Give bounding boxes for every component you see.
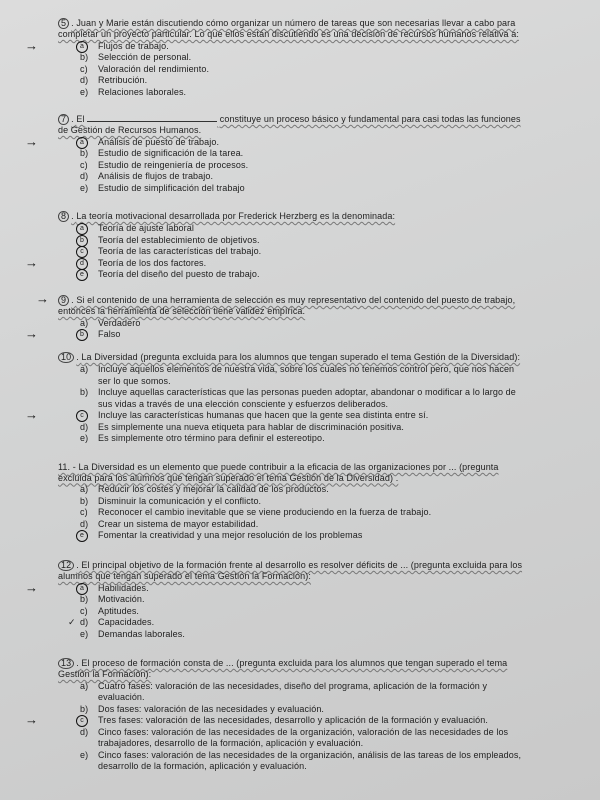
option-a: a Teoría de ajuste laboral [58,223,528,235]
option-b: b) Incluye aquellas características que las personas pueden adoptar, abandonar o modificar a lo largo de sus vidas a través de una elección consciente y esfuerzos deliberados. [80,387,516,409]
option-b: b) Dos fases: valoración de las necesidades y evaluación. [80,703,325,714]
arrow-mark-icon: → [25,407,39,422]
option-a: a) Cuatro fases: valoración de las necesidades, diseño del programa, aplicación de la formación y evaluación. [80,680,488,702]
arrow-mark-icon: → [25,712,39,727]
option-c: c) Aptitudes. [80,605,140,616]
question-stem: 10 . La Diversidad (pregunta excluida para los alumnos que tengan superado el tema Gestión de la Diversidad): [58,352,528,363]
option-e: e) Cinco fases: valoración de las necesidades de la organización, análisis de las tareas de los empleados, desarrollo de la formación, aplicación y evaluación. [80,749,522,771]
arrow-mark-icon: → [36,291,50,306]
circled-answer-icon: b [76,329,88,341]
option-e: e Fomentar la creatividad y una mejor resolución de los problemas [58,530,528,542]
option-e: e) Es simplemente otro término para definir el estereotipo. [80,433,325,443]
option-c: → c Tres fases: valoración de las necesidades, desarrollo y aplicación de la formación y evaluación. [25,712,488,727]
fill-blank [87,114,217,122]
circled-answer-icon: a [76,41,88,53]
option-e: e Teoría del diseño del puesto de trabajo. [58,269,528,281]
circled-letter-icon: b [76,235,88,247]
question-number: 9 [58,295,69,306]
option-a: a) Verdadero [80,317,141,328]
options-list [25,223,528,281]
option-b: b) Disminuir la comunicación y el conflicto. [80,495,262,506]
question-stem: 13 . El proceso de formación consta de ... (pregunta excluida para los alumnos que tengan superado el tema Gestión la Formación): [58,658,508,679]
question-11 [58,462,528,542]
question-number: 11 [58,462,68,472]
arrow-mark-icon: → [25,133,39,149]
options-list [25,680,528,773]
option-a: a) Incluye aquellos elementos de nuestra vida, sobre los cuales no tenemos control pero, que nos hacen ser lo que somos. [80,364,515,386]
question-8 [25,211,528,281]
option-c: c Teoría de las características del trabajo. [58,246,528,258]
option-a: → a Análisis de puesto de trabajo. [25,133,220,149]
question-stem: → 9 . Si el contenido de una herramienta de selección es muy representativo del contenido del puesto de trabajo, entonces la herramienta de selección tiene validez empírica. [36,291,516,316]
option-c: c) Valoración del rendimiento. [80,63,210,74]
option-a: → a Habilidades. [25,579,149,595]
option-d: d) Cinco fases: valoración de las necesidades de la organización, valoración de las necesidades de los trabajadores, desarrollo de la formación, aplicación y evaluación. [80,726,509,748]
arrow-mark-icon: → [25,326,39,341]
option-e: e) Relaciones laborales. [80,86,187,97]
option-e: e) Demandas laborales. [80,628,185,639]
option-d: → d Teoría de los dos factores. [25,254,207,270]
option-d: d) Es simplemente una nueva etiqueta para hablar de discriminación positiva. [80,421,404,432]
question-5 [25,18,528,98]
option-d: ✓ d) Capacidades. [68,617,155,627]
options-list [58,484,528,542]
question-7 [25,114,528,194]
circled-answer-icon: a [76,137,88,149]
option-b: b Teoría del establecimiento de objetivos. [58,235,528,247]
option-b: b) Selección de personal. [80,52,192,62]
option-b: b) Motivación. [80,594,145,604]
question-stem: 8 . La teoría motivacional desarrollada por Frederick Herzberg es la denominada: [58,211,528,222]
question-12 [25,560,528,640]
option-c: c) Estudio de reingeniería de procesos. [80,159,249,170]
circled-letter-icon: a [76,223,88,235]
check-mark-icon: ✓ [68,617,76,627]
circled-answer-icon: a [76,583,88,595]
question-number: 7 [58,114,69,125]
option-d: d) Crear un sistema de mayor estabilidad. [80,518,259,529]
options-list [25,579,528,641]
circled-answer-icon: c [76,410,88,422]
options-list [25,364,528,445]
circled-letter-icon: c [76,246,88,258]
arrow-mark-icon: → [25,37,39,53]
question-10 [25,352,528,445]
option-c: c) Reconocer el cambio inevitable que se viene produciendo en la fuerza de trabajo. [80,507,432,517]
question-number: 13 [58,658,74,669]
options-list [25,317,528,341]
arrow-mark-icon: → [25,579,39,595]
option-d: d) Análisis de flujos de trabajo. [80,171,214,181]
circled-answer-icon: e [76,530,88,542]
options-list [25,133,528,195]
circled-answer-icon: c [76,715,88,727]
option-b: → b Falso [25,326,121,341]
option-a: a) Reducir los costes y mejorar la calidad de los productos. [80,484,329,494]
question-13 [25,658,528,773]
question-stem: 12 . El principal objetivo de la formación frente al desarrollo es resolver déficits de ... (pregunta excluida para los alumnos que tengan superado el tema Gestión la Formación): [58,560,523,581]
question-number: 5 [58,18,69,29]
option-d: d) Retribución. [80,75,148,85]
question-number: 12 [58,560,74,571]
option-c: → c Incluye las características humanas que hacen que la gente sea distinta entre sí. [25,407,429,422]
option-e: e) Estudio de simplificación del trabajo [80,182,245,193]
circled-answer-icon: d [76,258,88,270]
arrow-mark-icon: → [25,254,39,270]
question-stem: 11. - La Diversidad es un elemento que puede contribuir a la eficacia de las organizaciones por ... (pregunta excluida para los alumnos que tengan superado el tema Gestión de la Diversidad) . [58,462,499,483]
question-9 [25,291,528,341]
circled-letter-icon: e [76,269,88,281]
option-a: → a Flujos de trabajo. [25,37,169,53]
question-number: 8 [58,211,69,222]
question-stem: 7 . El constituye un proceso básico y fundamental para casi todas las funciones de Gestión de Recursos Humanos. [58,114,521,135]
options-list [25,37,528,99]
question-stem: 5 . Juan y Marie están discutiendo cómo organizar un número de tareas que son necesarias llevar a cabo para completar un proyecto particular. Lo que ellos están discutiendo es una decisión de recursos humanos relativa a: [58,18,519,39]
option-b: b) Estudio de significación de la tarea. [80,148,244,158]
question-number: 10 [58,352,74,363]
